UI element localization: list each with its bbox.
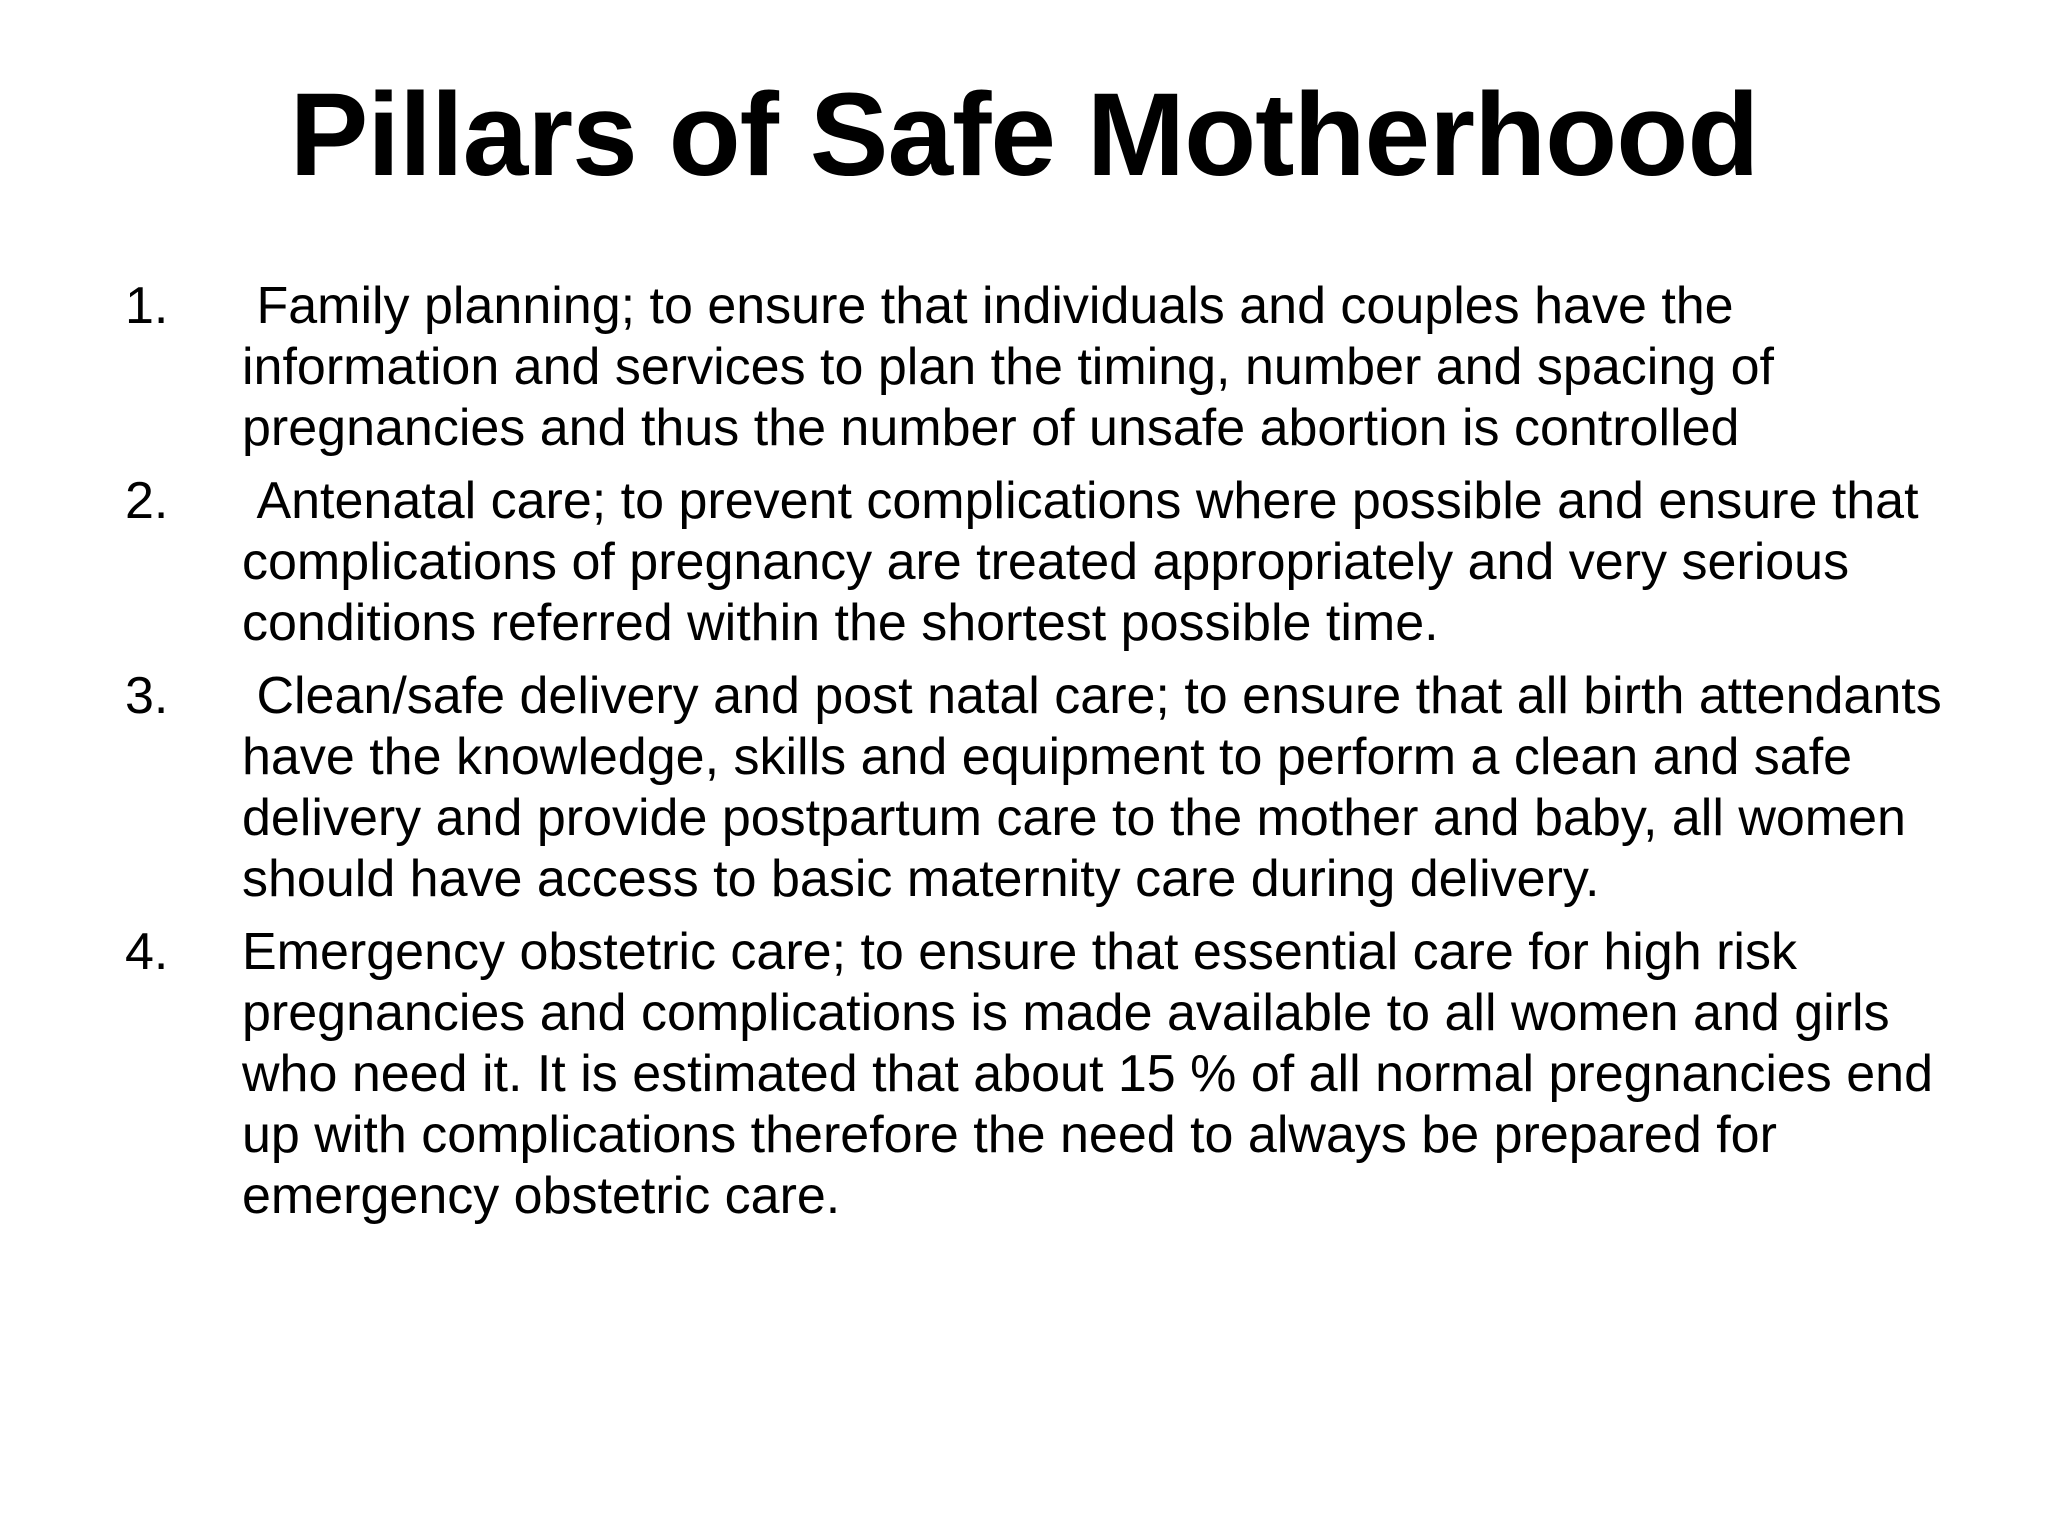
list-item-number: 2. bbox=[125, 472, 169, 530]
list-item bbox=[125, 666, 1955, 910]
slide-title: Pillars of Safe Motherhood bbox=[289, 69, 1759, 201]
list-item-number: 4. bbox=[125, 923, 169, 981]
list-item-text: Family planning; to ensure that individuals and couples have the information and services to plan the timing, number and spacing of pregnancies and thus the number of unsafe abortion is controlled bbox=[242, 277, 1789, 457]
list-item-text: Emergency obstetric care; to ensure that essential care for high risk pregnancies and complications is made available to all women and girls who need it. It is estimated that about 15 % of all normal pregnancies end up with complications therefore the need to always be prepared for emergency obstetric care. bbox=[242, 923, 1948, 1225]
list-item bbox=[125, 276, 1955, 459]
list-item-number: 3. bbox=[125, 667, 169, 725]
list-item bbox=[125, 922, 1955, 1227]
list-item-number: 1. bbox=[125, 277, 169, 335]
list-item-text: Antenatal care; to prevent complications where possible and ensure that complications of pregnancy are treated appropriately and very serious conditions referred within the shortest possible time. bbox=[242, 472, 1934, 652]
list-item bbox=[125, 471, 1955, 654]
pillars-list bbox=[125, 276, 1955, 1239]
list-item-text: Clean/safe delivery and post natal care; to ensure that all birth attendants have the knowledge, skills and equipment to perform a clean and safe delivery and provide postpartum care to the mother and baby, all women should have access to basic maternity care during delivery. bbox=[242, 667, 1957, 908]
